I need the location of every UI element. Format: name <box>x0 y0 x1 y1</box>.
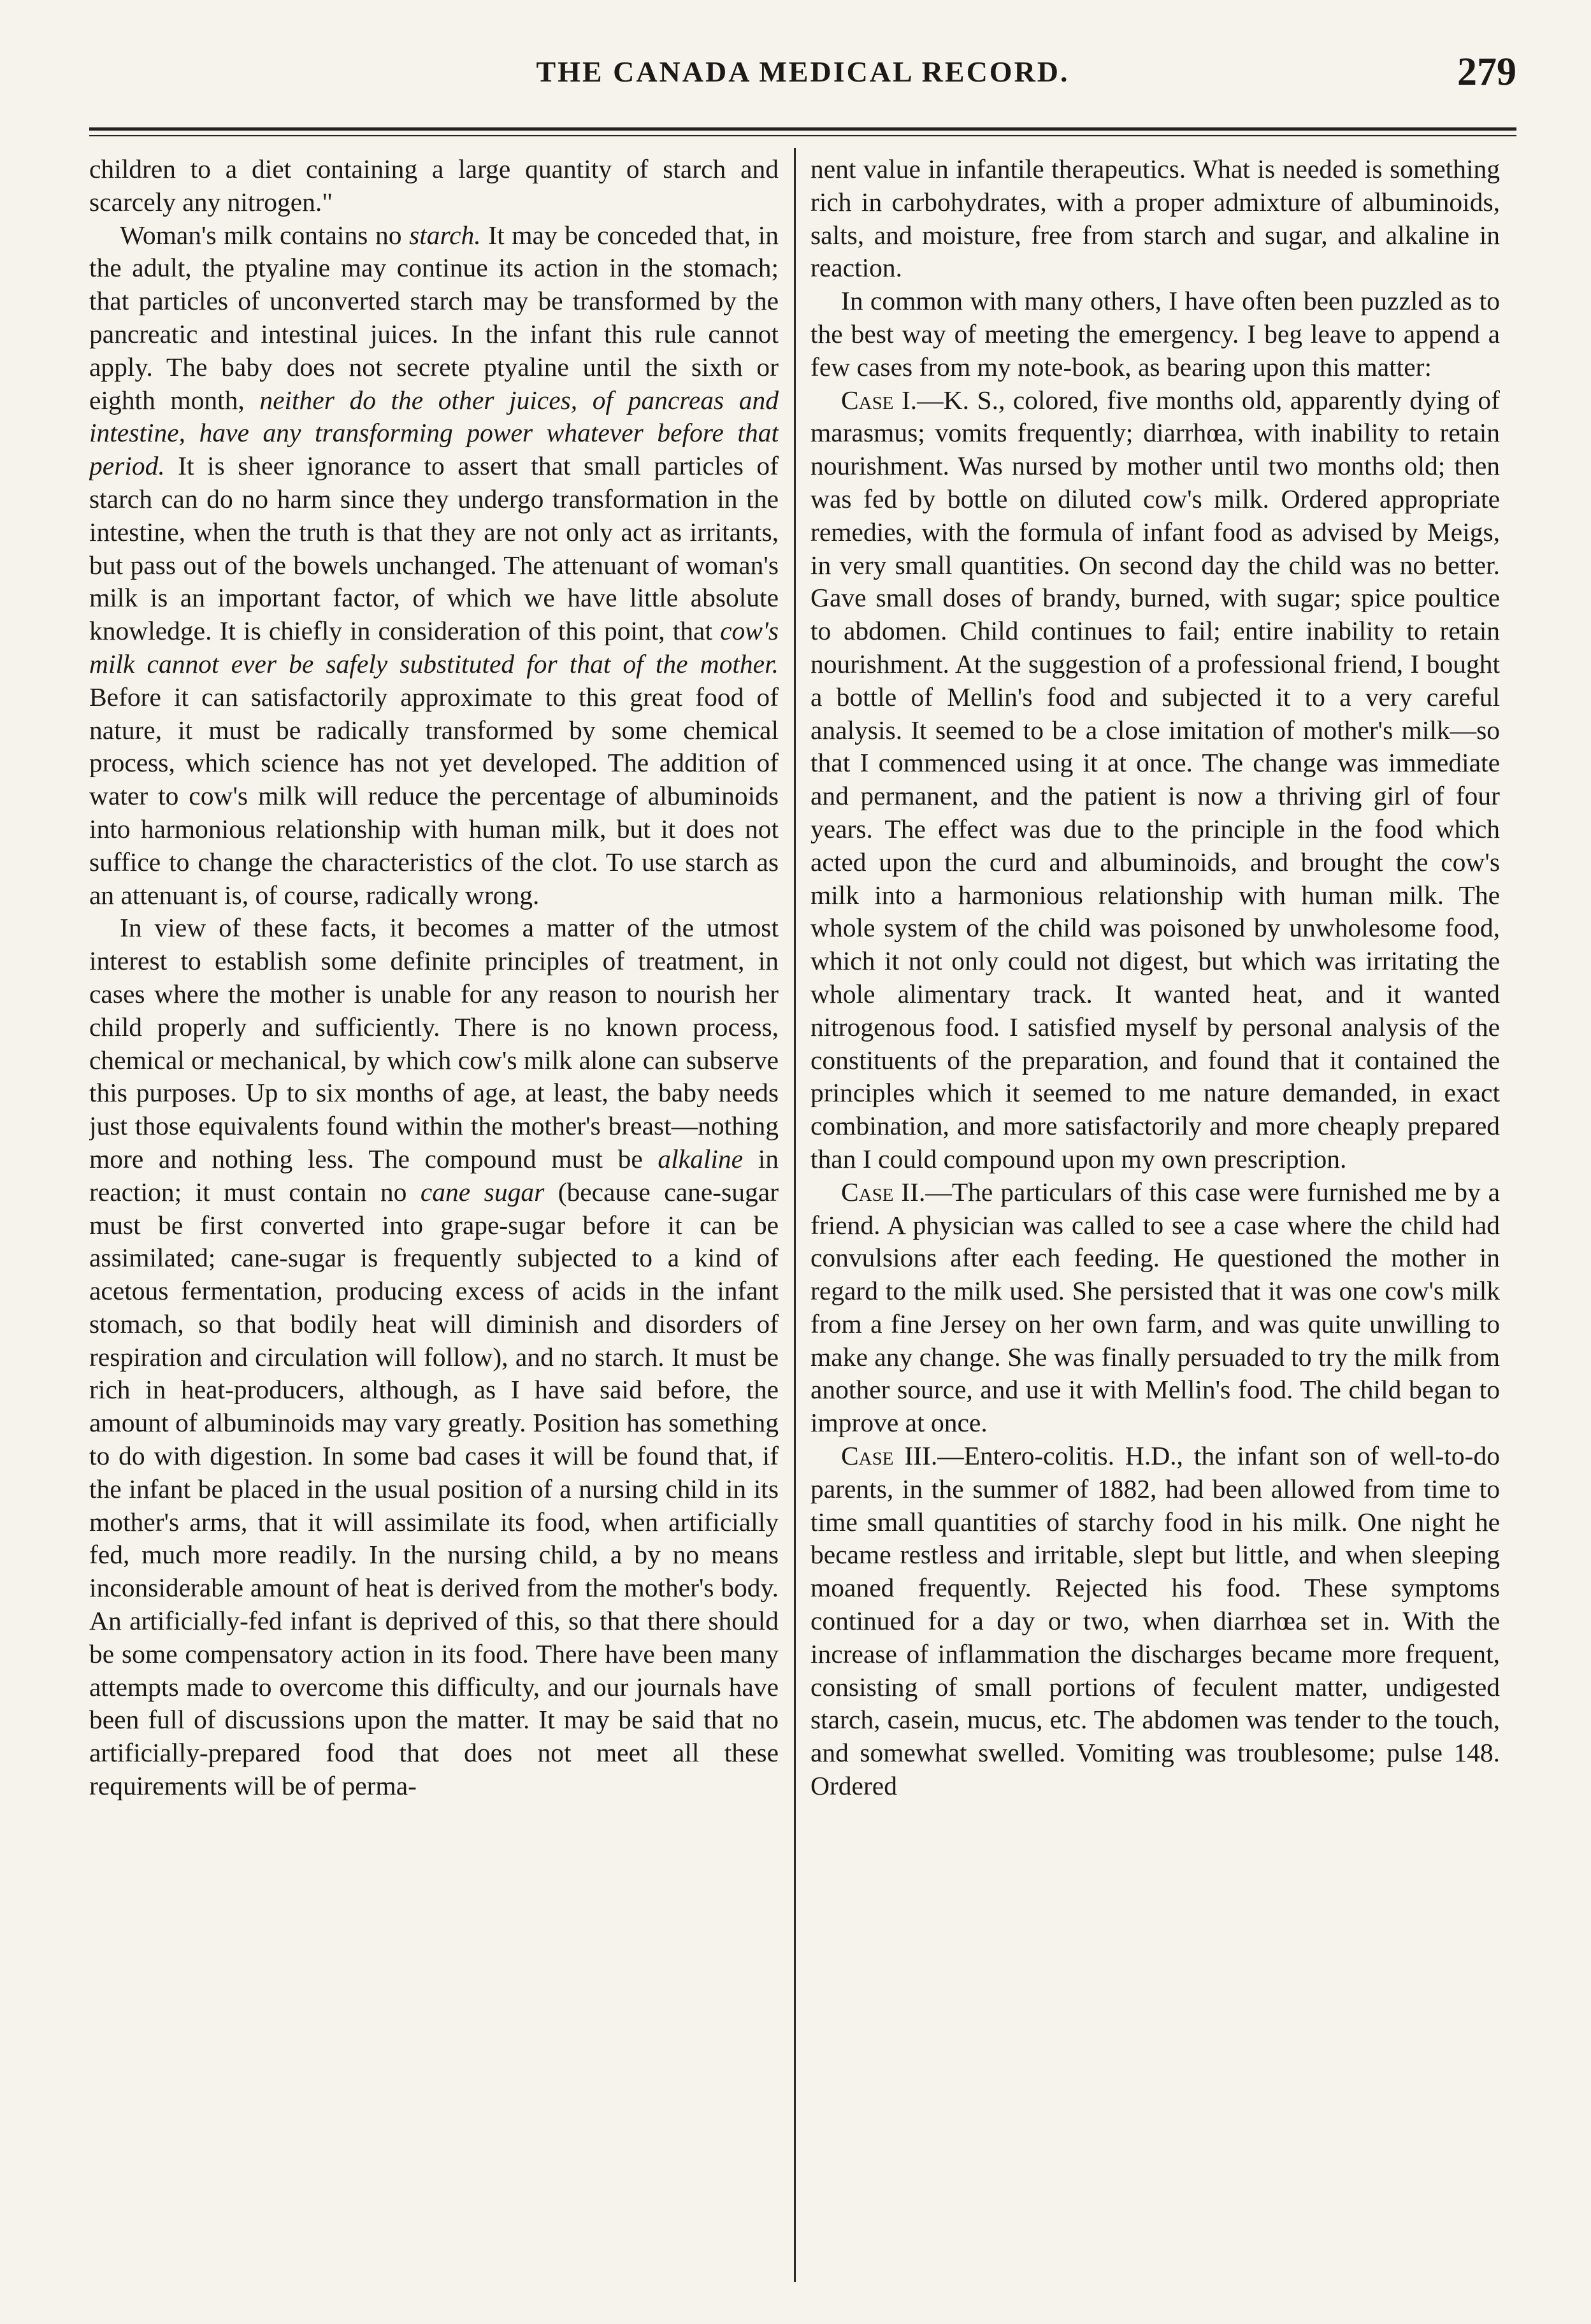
paragraph <box>89 219 779 912</box>
paragraph: In common with many others, I have often been puzzled as to the best way of meeting the emergency. I beg leave to append a few cases from my note-book, as bearing upon this matter: <box>810 286 1500 382</box>
case-label: Case III. <box>841 1441 938 1471</box>
italic-run: alkaline <box>658 1144 744 1173</box>
italic-run: cow's milk cannot ever be safely substituted for that of the mother. <box>89 616 779 678</box>
column-divider <box>794 148 796 2282</box>
italic-run: neither do the other juices, of pancreas and intestine, have any transforming power whatever before that period. <box>89 385 779 481</box>
paragraph <box>89 912 779 1803</box>
running-header <box>89 50 1516 120</box>
case-label: Case II. <box>841 1177 926 1207</box>
left-column <box>89 153 779 2284</box>
italic-run: starch. <box>409 220 481 250</box>
text-run: Before it can satisfactorily approximate to this great food of nature, it must be radically transformed by some chemical process, which science has not yet developed. The addition of water to cow's milk will reduce the percentage of albuminoids into harmonious relationship with human milk, but it does not suffice to change the characteristics of the clot. To use starch as an attenuant is, of course, radically wrong. <box>89 682 779 910</box>
case-text: —Entero-colitis. H.D., the infant son of well-to-do parents, in the summer of 1882, had been allowed from time to time small quantities of starchy food in his milk. One night he became restless and irritable, slept but little, and when sleeping moaned frequently. Rejected his food. These symptoms continued for a day or two, when diarrhœa set in. With the increase of inflammation the discharges became more frequent, consisting of small portions of feculent matter, undigested starch, casein, mucus, etc. The abdomen was tender to the touch, and somewhat swelled. Vomiting was troublesome; pulse 148. Ordered <box>810 1441 1500 1801</box>
case-text: —K. S., colored, five months old, apparently dying of marasmus; vomits frequently; diarrhœa, with inability to retain nourishment. Was nursed by mother until two months old; then was fed by bottle on diluted cow's milk. Ordered appropriate remedies, with the formula of infant food as advised by Meigs, in very small quantities. On second day the child was no better. Gave small doses of brandy, burned, with sugar; spice poultice to abdomen. Child continues to fail; entire inability to retain nourishment. At the suggestion of a professional friend, I bought a bottle of Mellin's food and subjected it to a very careful analysis. It seemed to be a close imitation of mother's milk—so that I commenced using it at once. The change was immediate and permanent, and the patient is now a thriving girl of four years. The effect was due to the principle in the food which acted upon the curd and albuminoids, and brought the cow's milk into a harmonious relationship with human milk. The whole system of the child was poisoned by unwholesome food, which it not only could not digest, but which was irritating the whole alimentary track. It wanted heat, and it wanted nitrogenous food. I satisfied myself by personal analysis of the constituents of the preparation, and found that it contained the principles which it seemed to me nature demanded, in exact combination, and more satisfactorily and more cheaply prepared than I could compound upon my own prescription. <box>810 385 1500 1173</box>
text-run: Woman's milk contains no <box>120 220 410 250</box>
case-text: —The particulars of this case were furnished me by a friend. A physician was called to see a case where the child had convulsions after each feeding. He questioned the mother in regard to the milk used. She persisted that it was one cow's milk from a fine Jersey on her own farm, and was quite unwilling to make any change. She was finally persuaded to try the milk from another source, and use it with Mellin's food. The child began to improve at once. <box>810 1177 1500 1438</box>
text-run: It may be conceded that, in the adult, the ptyaline may continue its action in the stomach; that particles of unconverted starch may be transformed by the pancreatic and intestinal juices. In the infant this rule cannot apply. The baby does not secrete ptyaline until the sixth or eighth month, <box>89 220 779 415</box>
text-run: in reaction; it must contain no <box>89 1144 779 1207</box>
text-run: It is sheer ignorance to assert that small particles of starch can do no harm since they undergo transformation in the intestine, when the truth is that they are not only act as irritants, but pass out of the bowels unchanged. The attenuant of woman's milk is an important factor, of which we have little absolute knowledge. It is chiefly in consideration of this point, that <box>89 451 779 646</box>
case-paragraph-1 <box>810 384 1500 1176</box>
right-column <box>810 153 1500 2284</box>
header-rule-thin <box>89 135 1516 136</box>
text-run: (because cane-sugar must be first converted into grape-sugar before it can be assimilated; cane-sugar is frequently subjected to a kind of acetous fermentation, producing excess of acids in the infant stomach, so that bodily heat will diminish and disorders of respiration and circulation will follow), and no starch. It must be rich in heat-producers, although, as I have said before, the amount of albuminoids may vary greatly. Position has something to do with digestion. In some bad cases it will be found that, if the infant be placed in the usual position of a nursing child in its mother's arms, that it will assimilate its food, when artificially fed, much more readily. In the nursing child, a by no means inconsiderable amount of heat is derived from the mother's body. An artificially-fed infant is deprived of this, so that there should be some compensatory action in its food. There have been many attempts made to overcome this difficulty, and our journals have been full of discussions upon the matter. It may be said that no artificially-prepared food that does not meet all these requirements will be of perma- <box>89 1177 779 1801</box>
page-number: 279 <box>1457 50 1516 94</box>
paragraph: children to a diet containing a large quantity of starch and scarcely any nitrogen." <box>89 154 779 217</box>
text-run: In view of these facts, it becomes a matter of the utmost interest to establish some definite principles of treatment, in cases where the mother is unable for any reason to nourish her child properly and sufficiently. There is no known process, chemical or mechanical, by which cow's milk alone can subserve this purposes. Up to six months of age, at least, the baby needs just those equivalents found within the mother's breast—nothing more and nothing less. The compound must be <box>89 913 779 1173</box>
paragraph: nent value in infantile therapeutics. What is needed is something rich in carbohydrates, with a proper admixture of albuminoids, salts, and moisture, free from starch and sugar, and alkaline in reaction. <box>810 154 1500 283</box>
header-rule <box>89 127 1516 131</box>
case-label: Case I. <box>841 385 918 415</box>
case-paragraph-2 <box>810 1176 1500 1440</box>
italic-run: cane sugar <box>420 1177 545 1207</box>
case-paragraph-3 <box>810 1440 1500 1803</box>
journal-title: THE CANADA MEDICAL RECORD. <box>536 55 1070 88</box>
